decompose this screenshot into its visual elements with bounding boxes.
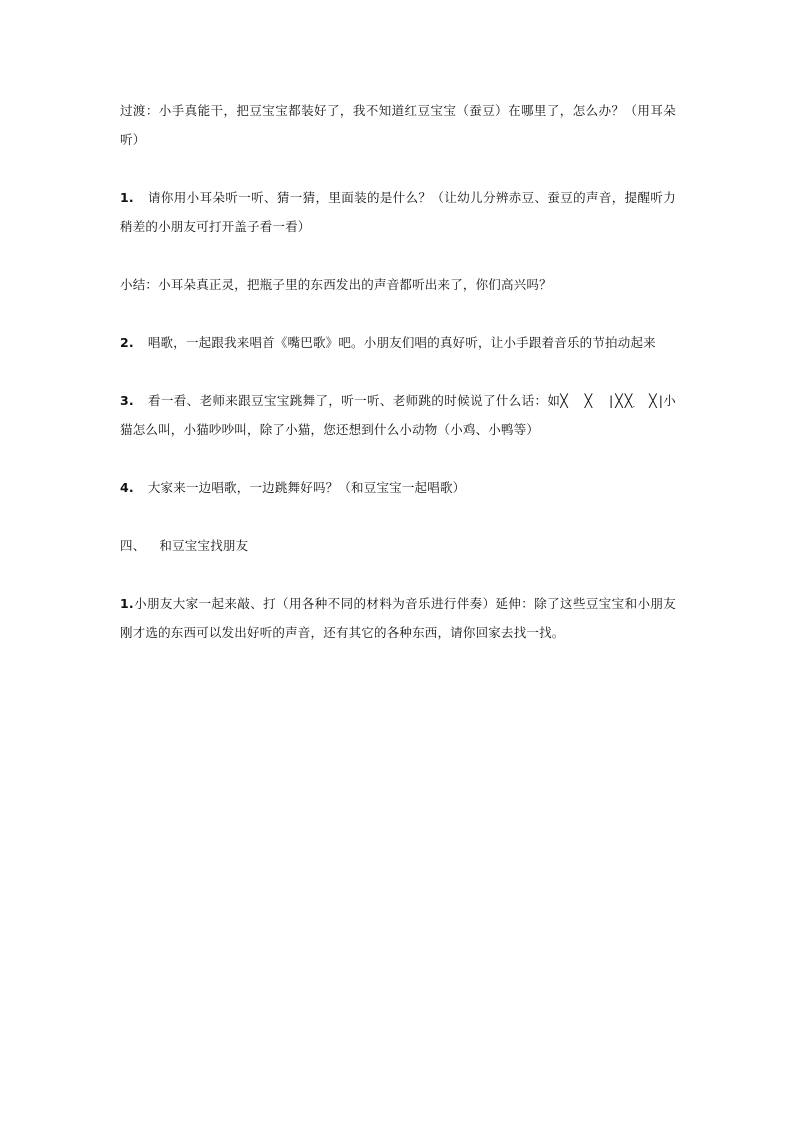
item-3-number: 3. [120, 393, 134, 408]
final-item-number: 1. [120, 596, 134, 611]
item-1-number: 1. [120, 190, 134, 205]
transition-text: 过渡：小手真能干，把豆宝宝都装好了，我不知道红豆宝宝（蚕豆）在哪里了，怎么办？（用耳朵听） [120, 103, 676, 147]
item-3-paragraph [120, 386, 676, 444]
item-4-number: 4. [120, 480, 134, 495]
item-4-text: 大家来一边唱歌，一边跳舞好吗？（和豆宝宝一起唱歌） [147, 480, 466, 495]
final-item-text: 小朋友大家一起来敲、打（用各种不同的材料为音乐进行伴奏）延伸：除了这些豆宝宝和小朋友刚才选的东西可以发出好听的声音，还有其它的各种东西，请你回家去找一找。 [120, 596, 676, 640]
item-1-text: 请你用小耳朵听一听、猜一猜，里面装的是什么？（让幼儿分辨赤豆、蚕豆的声音，提醒听力稍差的小朋友可打开盖子看一看） [120, 190, 676, 234]
item-3-text-before: 看一看、老师来跟豆宝宝跳舞了，听一听、老师跳的时候说了什么话：如 [147, 393, 561, 408]
rhythm-notation-c: ╳ [634, 393, 659, 408]
document-body [120, 96, 676, 647]
rhythm-notation-a: ╳ ╳ | [560, 393, 616, 408]
item-3-text-after: |小猫怎么叫，小猫吵吵叫，除了小猫，您还想到什么小动物（小鸡、小鸭等） [120, 393, 676, 437]
section-title: 和豆宝宝找朋友 [159, 538, 249, 553]
item-2-number: 2. [120, 335, 134, 350]
summary-paragraph [120, 270, 676, 299]
rhythm-notation-b: ╳╳ [615, 393, 635, 408]
final-item-paragraph [120, 589, 676, 647]
item-2-paragraph [120, 328, 676, 357]
item-2-text: 唱歌，一起跟我来唱首《嘴巴歌》吧。小朋友们唱的真好听，让小手跟着音乐的节拍动起来 [147, 335, 656, 350]
section-heading [120, 531, 676, 560]
item-1-paragraph [120, 183, 676, 241]
summary-text: 小结：小耳朵真正灵，把瓶子里的东西发出的声音都听出来了，你们高兴吗？ [120, 277, 552, 292]
transition-paragraph [120, 96, 676, 154]
item-4-paragraph [120, 473, 676, 502]
section-number: 四、 [120, 538, 146, 553]
